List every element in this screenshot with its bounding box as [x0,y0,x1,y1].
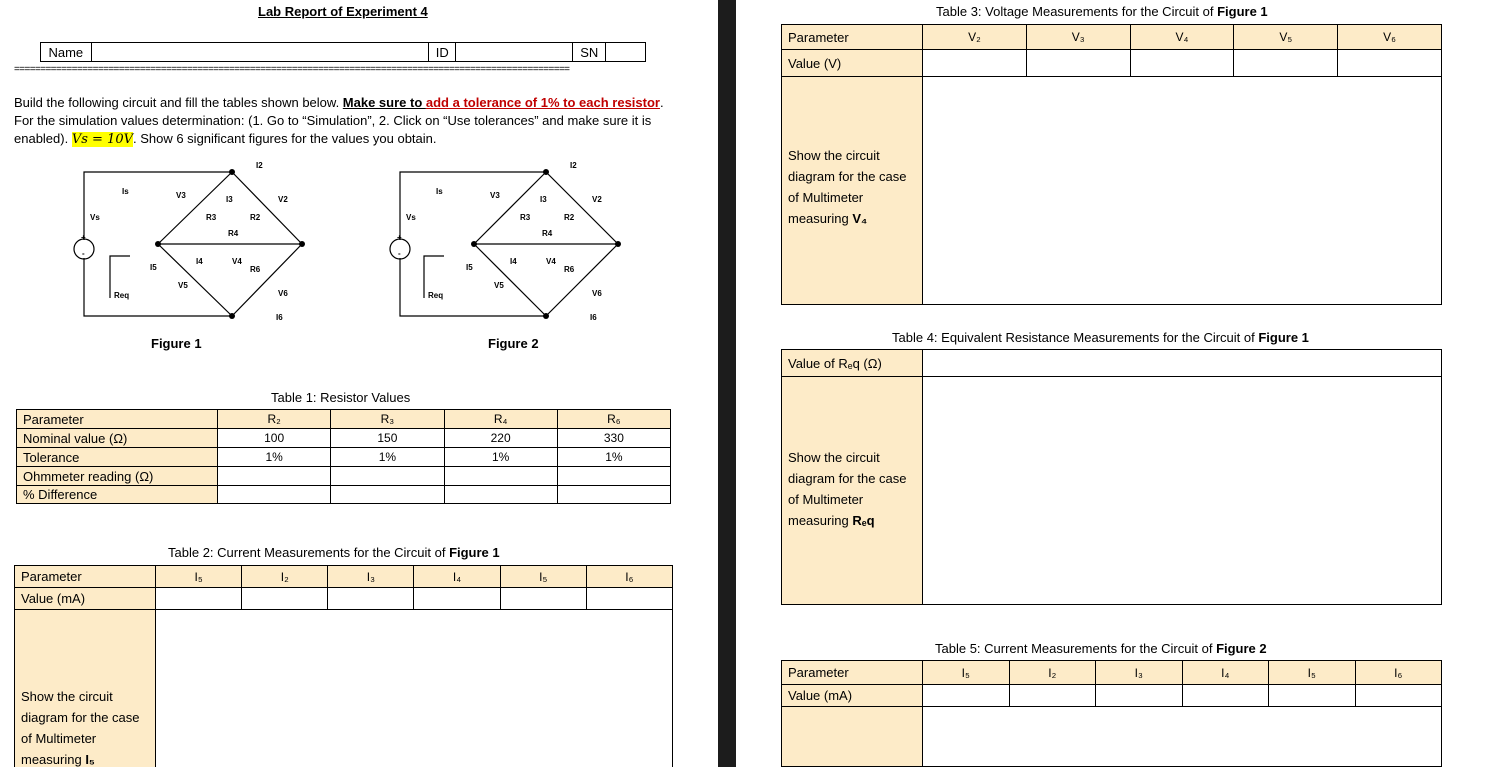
table1-caption: Table 1: Resistor Values [271,390,411,405]
table2-caption-text: Table 2: Current Measurements for the Circuit of [168,545,450,560]
fig1-label-v6: V6 [278,289,288,298]
table5-caption-text: Table 5: Current Measurements for the Circuit of [935,641,1217,656]
table4-diagram-label [782,377,923,605]
table5-header: I₅ [1269,661,1356,685]
table5-header: I₃ [1096,661,1183,685]
table1-input-cell[interactable] [557,486,670,504]
table3-caption [936,4,1268,19]
table2-header: I₃ [328,566,414,588]
table2-diagram-label [15,610,156,767]
fig2-label-v5: V5 [494,281,504,290]
table2-diagram-target: I₅ [85,752,95,767]
equivalent-resistance-table [781,349,1442,605]
table3-value-cell[interactable] [1234,50,1338,77]
table2-header: I₆ [586,566,672,588]
table3-header: V₂ [923,25,1027,50]
table1-cell: 1% [557,448,670,467]
current-measurements-table-fig2 [781,660,1442,767]
table2-value-cell[interactable] [156,588,242,610]
table3-value-cell[interactable] [1130,50,1234,77]
table3-header: V₅ [1234,25,1338,50]
fig1-label-i2: I2 [256,161,263,170]
table4-caption [892,330,1309,345]
table4-diagram-area[interactable] [923,377,1442,605]
table3-header: V₆ [1338,25,1442,50]
table2-header-parameter: Parameter [15,566,156,588]
divider-line: ========================================================================================================== [14,64,570,75]
instructions-text-1: Build the following circuit and fill the tables shown below. [14,95,343,110]
table3-header: V₃ [1026,25,1130,50]
table1-row-label: % Difference [17,486,218,504]
table2-value-cell[interactable] [242,588,328,610]
table1-cell: 150 [331,429,444,448]
fig1-label-plus: + [81,233,86,242]
table5-header-parameter: Parameter [782,661,923,685]
instructions-text-2: . For the simulation values determination: (1. Go to “Simulation”, 2. Click on “Use tolerances” and make sure it is enabled). [14,95,664,146]
report-title: Lab Report of Experiment 4 [258,4,428,19]
table1-cell: 1% [444,448,557,467]
table3-header: V₄ [1130,25,1234,50]
resistor-values-table [16,409,671,504]
table5-value-label: Value (mA) [782,685,923,707]
table5-value-cell[interactable] [1096,685,1183,707]
left-page [0,0,718,767]
table1-cell: 1% [218,448,331,467]
table1-header-r2: R₂ [218,410,331,429]
table2-caption [168,545,500,560]
figure2-caption: Figure 2 [488,336,539,351]
fig1-label-req: Req [114,291,130,300]
fig1-label-i6: I6 [276,313,283,322]
voltage-measurements-table [781,24,1442,305]
table1-input-cell[interactable] [557,467,670,486]
table5-value-cell[interactable] [923,685,1010,707]
table4-value-cell[interactable] [923,350,1442,377]
table5-caption [935,641,1267,656]
instructions-emphasis: Make sure to [342,95,426,110]
fig2-label-vs: Vs [406,213,416,222]
fig2-label-r4: R4 [542,229,553,238]
right-page [736,0,1488,767]
table2-diagram-text: Show the circuit diagram for the case of Multimeter measuring [21,689,140,767]
fig2-label-v2: V2 [592,195,602,204]
table3-diagram-area[interactable] [923,77,1442,305]
table1-input-cell[interactable] [331,486,444,504]
table1-header-r3: R₃ [331,410,444,429]
table5-header: I₂ [1009,661,1096,685]
sn-label: SN [573,43,606,62]
fig1-label-v4: V4 [232,257,242,266]
table1-cell: 1% [331,448,444,467]
figure1-circuit [66,158,316,326]
fig2-label-i3: I3 [540,195,547,204]
name-field[interactable] [91,43,428,62]
table2-value-cell[interactable] [414,588,500,610]
table4-diagram-text: Show the circuit diagram for the case of Multimeter measuring [788,450,907,528]
fig1-label-r2: R2 [250,213,261,222]
instructions-tolerance: add a tolerance of 1% to each resistor [425,95,660,110]
table5-header: I₅ [923,661,1010,685]
fig1-label-r3: R3 [206,213,217,222]
table1-input-cell[interactable] [218,486,331,504]
table1-header-parameter: Parameter [17,410,218,429]
table1-header-r6: R₆ [557,410,670,429]
table1-input-cell[interactable] [444,486,557,504]
table1-row-label: Ohmmeter reading (Ω) [17,467,218,486]
table5-caption-figure: Figure 2 [1216,641,1267,656]
fig1-label-v2: V2 [278,195,288,204]
table2-caption-figure: Figure 1 [449,545,500,560]
fig2-label-plus: + [397,233,402,242]
table1-input-cell[interactable] [218,467,331,486]
fig1-label-r6: R6 [250,265,261,274]
table5-value-cell[interactable] [1355,685,1442,707]
instructions-text-3: . Show 6 significant figures for the values you obtain. [132,131,437,146]
fig2-label-v4: V4 [546,257,556,266]
table1-cell: 220 [444,429,557,448]
fig2-label-is: Is [436,187,443,196]
table5-value-cell[interactable] [1182,685,1269,707]
table3-caption-figure: Figure 1 [1217,4,1268,19]
table2-diagram-area[interactable] [156,610,673,767]
table3-value-cell[interactable] [1338,50,1442,77]
table5-header: I₄ [1182,661,1269,685]
fig2-label-v6: V6 [592,289,602,298]
table3-diagram-target: V₄ [852,211,868,226]
table3-diagram-text: Show the circuit diagram for the case of Multimeter measuring [788,148,907,226]
table1-row-label: Nominal value (Ω) [17,429,218,448]
table2-header: I₅ [500,566,586,588]
id-label: ID [429,43,456,62]
table4-diagram-target: Rₑq [852,513,875,528]
fig2-label-i6: I6 [590,313,597,322]
id-field[interactable] [456,43,573,62]
table2-value-cell[interactable] [586,588,672,610]
table3-value-label: Value (V) [782,50,923,77]
table2-value-cell[interactable] [328,588,414,610]
fig2-label-r2: R2 [564,213,575,222]
fig1-label-i4: I4 [196,257,203,266]
fig2-label-r6: R6 [564,265,575,274]
fig2-label-v3: V3 [490,191,500,200]
table1-row-label: Tolerance [17,448,218,467]
sn-field[interactable] [606,43,646,62]
table3-diagram-label [782,77,923,305]
fig2-label-minus: - [398,249,401,258]
table5-value-cell[interactable] [1269,685,1356,707]
table5-diagram-area[interactable] [923,707,1442,767]
fig2-label-req: Req [428,291,444,300]
table3-caption-text: Table 3: Voltage Measurements for the Circuit of [936,4,1218,19]
current-measurements-table-fig1 [14,565,673,767]
fig1-label-r4: R4 [228,229,239,238]
fig1-label-v5: V5 [178,281,188,290]
instructions-source-value: Vs = 10V [71,132,133,147]
table5-value-cell[interactable] [1009,685,1096,707]
table1-input-cell[interactable] [444,467,557,486]
fig2-label-i2: I2 [570,161,577,170]
fig1-label-i5: I5 [150,263,157,272]
table2-header: I₂ [242,566,328,588]
student-info-table [40,42,646,62]
table4-caption-text: Table 4: Equivalent Resistance Measurements for the Circuit of [892,330,1259,345]
fig1-label-vs: Vs [90,213,100,222]
table3-header-parameter: Parameter [782,25,923,50]
instructions [14,94,674,149]
fig1-label-v3: V3 [176,191,186,200]
table2-header: I₅ [156,566,242,588]
fig1-label-i3: I3 [226,195,233,204]
figure2-circuit [382,158,632,326]
fig2-label-i5: I5 [466,263,473,272]
table1-input-cell[interactable] [331,467,444,486]
table1-cell: 100 [218,429,331,448]
table5-header: I₆ [1355,661,1442,685]
fig1-label-is: Is [122,187,129,196]
fig1-label-minus: - [82,249,85,258]
fig2-label-r3: R3 [520,213,531,222]
table3-value-cell[interactable] [1026,50,1130,77]
table1-header-r4: R₄ [444,410,557,429]
table1-cell: 330 [557,429,670,448]
name-label: Name [41,43,92,62]
table5-diagram-label [782,707,923,767]
table3-value-cell[interactable] [923,50,1027,77]
table2-value-cell[interactable] [500,588,586,610]
figure1-caption: Figure 1 [151,336,202,351]
table4-value-label: Value of Rₑq (Ω) [782,350,923,377]
table4-caption-figure: Figure 1 [1258,330,1309,345]
fig2-label-i4: I4 [510,257,517,266]
table2-value-label: Value (mA) [15,588,156,610]
table2-header: I₄ [414,566,500,588]
